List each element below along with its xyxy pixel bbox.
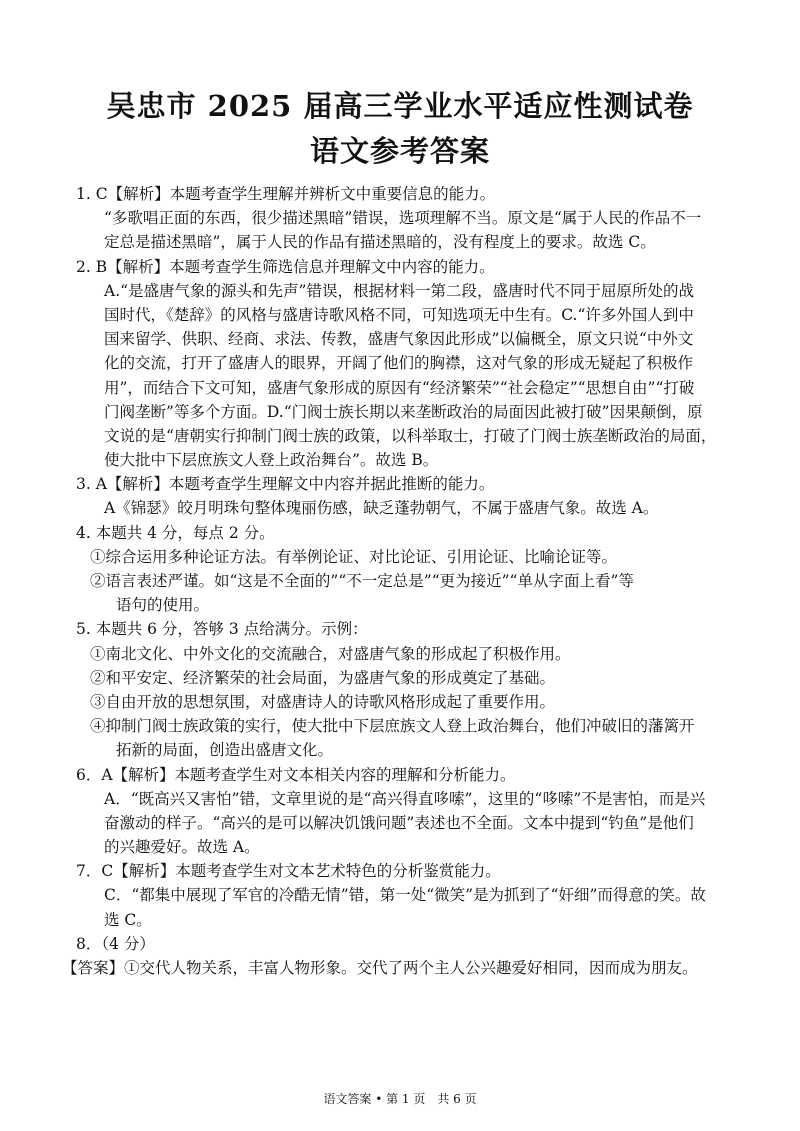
answer-line: 语句的使用。 — [116, 596, 210, 615]
answer-line: 国来留学、供职、经商、求法、传教，盛唐气象因此形成”以偏概全，原文只说“中外文 — [104, 330, 694, 349]
answer-line: ①南北文化、中外文化的交流融合，对盛唐气象的形成起了积极作用。 — [90, 644, 571, 663]
answer-line: ②和平安定、经济繁荣的社会局面，为盛唐气象的形成奠定了基础。 — [90, 668, 556, 687]
page-footer: 语文答案 • 第 1 页 共 6 页 — [323, 1092, 477, 1106]
answer-line: 使大批中下层庶族文人登上政治舞台”。故选 B。 — [104, 451, 439, 470]
answer-line: A.“是盛唐气象的源头和先声”错误，根据材料一第二段，盛唐时代不同于屈原所处的战 — [104, 281, 694, 300]
answer-line: ④抑制门阀士族政策的实行，使大批中下层庶族文人登上政治舞台，他们冲破旧的藩篱开 — [90, 717, 695, 736]
answer-line: 7．C【解析】本题考查学生对文本艺术特色的分析鉴赏能力。 — [76, 862, 501, 881]
answer-line: 用”，而结合下文可知，盛唐气象形成的原因有“经济繁荣”“社会稳定”“思想自由”“打破 — [104, 378, 695, 397]
answer-line: 的兴趣爱好。故选 A。 — [104, 838, 260, 857]
answer-line: 【答案】①交代人物关系，丰富人物形象。交代了两个主人公兴趣爱好相同，因而成为朋友。 — [62, 959, 698, 977]
answer-body — [62, 182, 736, 980]
answer-line: A．“既高兴又害怕”错，文章里说的是“高兴得直哆嗦”，这里的“哆嗦”不是害怕，而是兴 — [104, 789, 706, 808]
answer-line: 选 C。 — [104, 910, 152, 929]
answer-line: A《锦瑟》皎月明珠句整体瑰丽伤感，缺乏蓬勃朝气，不属于盛唐气象。故选 A。 — [104, 499, 659, 518]
answer-line: 拓新的局面，创造出盛唐文化。 — [116, 741, 334, 760]
document-subtitle: 语文参考答案 — [309, 134, 490, 168]
answer-line: 文说的是“唐朝实行抑制门阀士族的政策，以科举取士，打破了门阀士族垄断政治的局面， — [104, 426, 717, 445]
answer-line: 门阀垄断”等多个方面。D.“门阀士族长期以来垄断政治的局面因此被打破”因果颠倒，原 — [104, 402, 703, 421]
answer-line: 5. 本题共 6 分，答够 3 点给满分。示例： — [76, 620, 368, 639]
answer-line: ①综合运用多种论证方法。有举例论证、对比论证、引用论证、比喻论证等。 — [90, 547, 618, 566]
answer-line: 6．A【解析】本题考查学生对文本相关内容的理解和分析能力。 — [76, 765, 516, 784]
answer-line: ③自由开放的思想氛围，对盛唐诗人的诗歌风格形成起了重要作用。 — [90, 692, 556, 711]
answer-line: 国时代，《楚辞》的风格与盛唐诗歌风格不同，可知选项无中生有。C.“许多外国人到中 — [104, 305, 694, 324]
answer-line: 定总是描述黑暗”，属于人民的作品有描述黑暗的，没有程度上的要求。故选 C。 — [104, 233, 656, 252]
answer-line: C．“都集中展现了军官的冷酷无情”错，第一处“微笑”是为抓到了“奸细”而得意的笑。故 — [104, 886, 706, 905]
answer-line: 化的交流，打开了盛唐人的眼界，开阔了他们的胸襟，这对气象的形成无疑起了积极作 — [104, 354, 694, 373]
answer-line: 8．（4 分） — [76, 934, 155, 953]
document-title: 吴忠市 2025 届高三学业水平适应性测试卷 — [106, 89, 694, 123]
answer-line: 4. 本题共 4 分，每点 2 分。 — [76, 523, 275, 542]
answer-line: 1. C【解析】本题考查学生理解并辨析文中重要信息的能力。 — [76, 185, 496, 203]
answer-line: 3. A【解析】本题考查学生理解文中内容并据此推断的能力。 — [76, 475, 495, 494]
answer-line: ②语言表述严谨。如“这是不全面的”“不一定总是”“更为接近”“单从字面上看”等 — [90, 572, 634, 590]
answer-line: 2. B【解析】本题考查学生筛选信息并理解文中内容的能力。 — [76, 257, 495, 276]
answer-line: “多歌唱正面的东西，很少描述黑暗”错误，选项理解不当。原文是“属于人民的作品不一 — [104, 209, 702, 228]
answer-line: 奋激动的样子。“高兴的是可以解决饥饿问题”表述也不全面。文本中提到“钓鱼”是他们 — [104, 813, 694, 832]
